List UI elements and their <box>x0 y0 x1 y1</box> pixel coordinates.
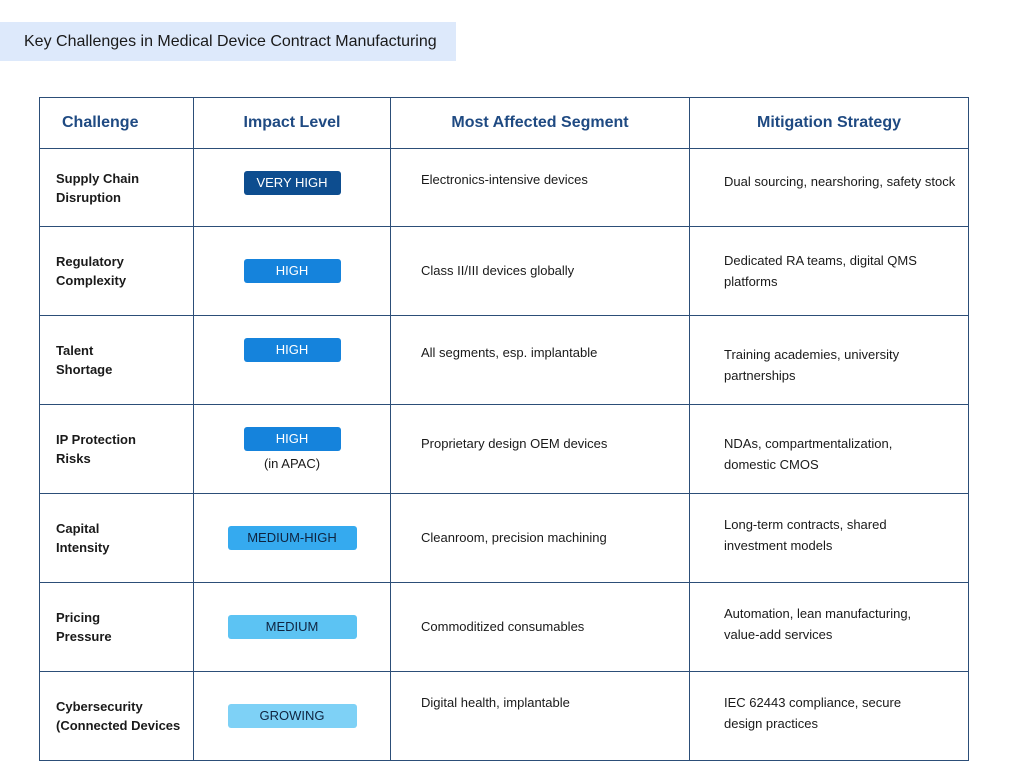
impact-cell <box>194 316 391 405</box>
challenge-line: Talent <box>56 343 94 358</box>
mitigation-line: design practices <box>724 716 818 731</box>
header-mitigation-strategy: Mitigation Strategy <box>690 98 969 149</box>
mitigation-line: IEC 62443 compliance, secure <box>724 695 902 710</box>
mitigation-cell <box>690 583 969 672</box>
impact-cell <box>194 583 391 672</box>
challenge-cell <box>40 672 194 761</box>
segment-cell: Digital health, implantable <box>391 672 690 761</box>
table-header-row <box>40 98 969 149</box>
mitigation-line: Automation, lean manufacturing, <box>724 606 912 621</box>
challenge-line: Risks <box>56 451 91 466</box>
mitigation-line: NDAs, compartmentalization, <box>724 436 893 451</box>
challenge-line: Disruption <box>56 189 121 205</box>
impact-badge-growing: GROWING <box>228 704 357 728</box>
challenges-table <box>39 97 969 761</box>
header-challenge: Challenge <box>40 98 194 149</box>
challenge-line: Complexity <box>56 273 127 288</box>
challenge-cell <box>40 227 194 316</box>
mitigation-line: partnerships <box>724 368 796 383</box>
mitigation-line: platforms <box>724 274 778 289</box>
table-row <box>40 494 969 583</box>
segment-cell: Electronics-intensive devices <box>391 149 690 227</box>
impact-badge-very-high: VERY HIGH <box>244 171 341 195</box>
header-most-affected-segment: Most Affected Segment <box>391 98 690 149</box>
table-row <box>40 149 969 227</box>
mitigation-cell <box>690 149 969 227</box>
segment-cell: Commoditized consumables <box>391 583 690 672</box>
mitigation-line: value-add services <box>724 627 833 642</box>
challenge-line: (Connected Devices <box>56 718 181 733</box>
challenge-cell <box>40 583 194 672</box>
mitigation-line: investment models <box>724 538 833 553</box>
challenge-line: Intensity <box>56 540 110 555</box>
table-row <box>40 405 969 494</box>
challenge-line: Pressure <box>56 629 112 644</box>
challenge-cell <box>40 316 194 405</box>
mitigation-cell <box>690 672 969 761</box>
impact-cell <box>194 227 391 316</box>
impact-badge-medium-high: MEDIUM-HIGH <box>228 526 357 550</box>
mitigation-cell <box>690 405 969 494</box>
challenge-line: Capital <box>56 521 100 536</box>
challenge-cell <box>40 149 194 227</box>
segment-cell: Cleanroom, precision machining <box>391 494 690 583</box>
impact-cell <box>194 405 391 494</box>
mitigation-cell <box>690 494 969 583</box>
segment-cell: Proprietary design OEM devices <box>391 405 690 494</box>
table-row <box>40 316 969 405</box>
challenge-line: Supply Chain <box>56 170 140 186</box>
impact-badge-high: HIGH <box>244 338 341 362</box>
page-title: Key Challenges in Medical Device Contract Manufacturing <box>0 22 456 61</box>
impact-badge-medium: MEDIUM <box>228 615 357 639</box>
segment-cell: Class II/III devices globally <box>391 227 690 316</box>
mitigation-line: Dual sourcing, nearshoring, safety stock <box>724 174 956 189</box>
impact-badge-high: HIGH <box>244 427 341 451</box>
mitigation-line: Training academies, university <box>724 347 900 362</box>
table-row <box>40 672 969 761</box>
impact-badge-high: HIGH <box>244 259 341 283</box>
challenge-line: Pricing <box>56 610 101 625</box>
table-row <box>40 583 969 672</box>
mitigation-line: domestic CMOS <box>724 457 819 472</box>
challenge-line: IP Protection <box>56 432 136 447</box>
challenge-line: Cybersecurity <box>56 699 143 714</box>
impact-cell <box>194 672 391 761</box>
mitigation-cell <box>690 227 969 316</box>
segment-cell: All segments, esp. implantable <box>391 316 690 405</box>
mitigation-line: Long-term contracts, shared <box>724 517 887 532</box>
mitigation-cell <box>690 316 969 405</box>
mitigation-line: Dedicated RA teams, digital QMS <box>724 253 917 268</box>
impact-cell <box>194 149 391 227</box>
challenge-cell <box>40 494 194 583</box>
challenge-line: Regulatory <box>56 254 124 269</box>
impact-cell <box>194 494 391 583</box>
table-row <box>40 227 969 316</box>
challenge-line: Shortage <box>56 362 113 377</box>
impact-note: (in APAC) <box>263 456 321 471</box>
challenge-cell <box>40 405 194 494</box>
header-impact-level: Impact Level <box>194 98 391 149</box>
